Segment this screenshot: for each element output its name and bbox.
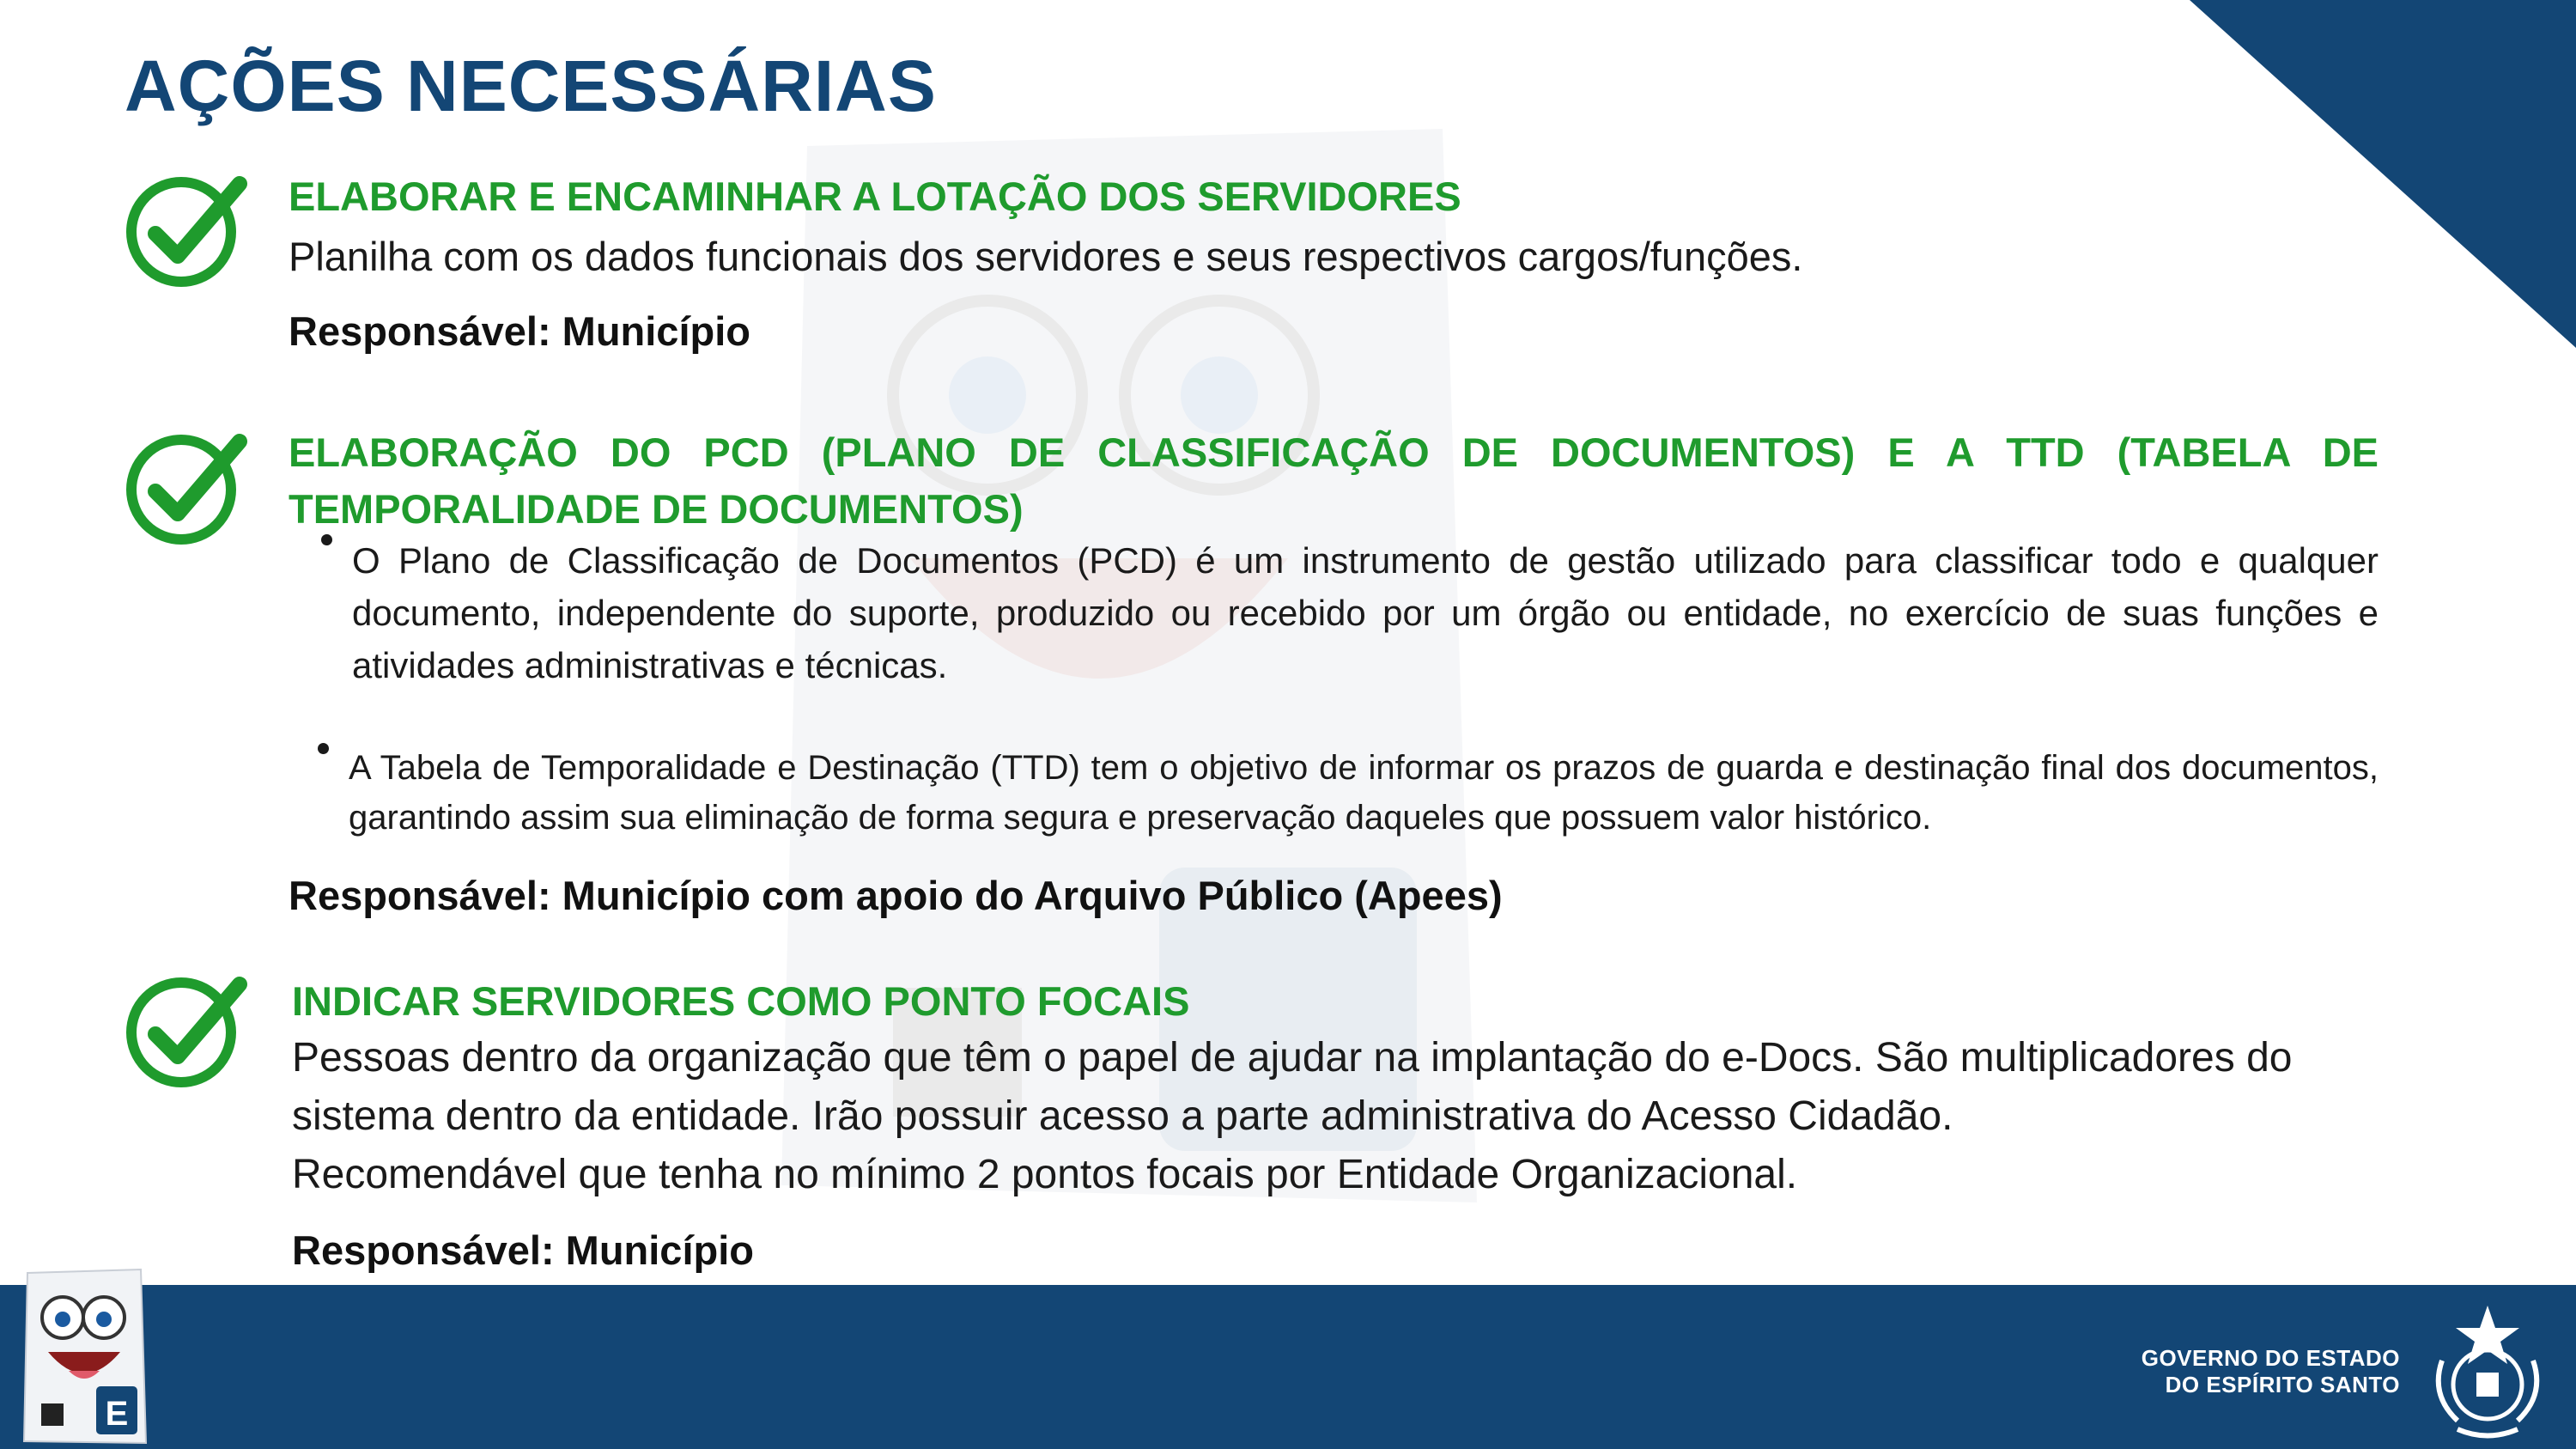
page-title: AÇÕES NECESSÁRIAS <box>125 46 937 126</box>
responsible-lotacao: Responsável: Município <box>289 308 750 354</box>
coat-of-arms-logo <box>2423 1300 2552 1442</box>
government-line-1: GOVERNO DO ESTADO <box>2141 1345 2400 1371</box>
svg-text:E: E <box>105 1395 129 1433</box>
check-circle-icon <box>125 168 253 290</box>
section-description-pontos-focais: Pessoas dentro da organização que têm o papel de ajudar na implantação do e-Docs. São multiplicadores do sistema dentro da entidade. Irão possuir acesso a parte administrativa do Acesso Cidadão. <box>292 1035 2293 1139</box>
pcd-ttd-bullet-list <box>349 534 2379 843</box>
bullet-ttd: A Tabela de Temporalidade e Destinação (TTD) tem o objetivo de informar os prazos de guarda e destinação final dos documentos, garantindo assim sua eliminação de forma segura e preservação daqueles que possuem valor histórico. <box>349 743 2379 843</box>
section-recommendation-pontos-focais: Recomendável que tenha no mínimo 2 pontos focais por Entidade Organizacional. <box>292 1152 1798 1197</box>
government-name <box>2142 1345 2400 1398</box>
government-line-2: DO ESPÍRITO SANTO <box>2165 1372 2400 1397</box>
responsible-pcd-ttd: Responsável: Município com apoio do Arquivo Público (Apees) <box>289 873 1503 918</box>
check-circle-icon <box>125 969 253 1091</box>
section-title-pontos-focais: INDICAR SERVIDORES COMO PONTO FOCAIS <box>292 978 1190 1024</box>
section-title-lotacao: ELABORAR E ENCAMINHAR A LOTAÇÃO DOS SERVIDORES <box>289 174 1461 219</box>
responsible-pontos-focais: Responsável: Município <box>292 1227 754 1273</box>
section-title-pcd-ttd: ELABORAÇÃO DO PCD (PLANO DE CLASSIFICAÇÃO DE DOCUMENTOS) E A TTD (TABELA DE TEMPORALIDADE DE DOCUMENTOS) <box>289 429 2379 532</box>
section-description-lotacao: Planilha com os dados funcionais dos servidores e seus respectivos cargos/funções. <box>289 234 1803 279</box>
edocs-mascot-logo <box>15 1266 153 1446</box>
check-circle-icon <box>125 426 253 548</box>
bullet-pcd: O Plano de Classificação de Documentos (PCD) é um instrumento de gestão utilizado para classificar todo e qualquer documento, independente do suporte, produzido ou recebido por um órgão ou entidade, no exercício de suas funções e atividades administrativas e técnicas. <box>352 534 2379 691</box>
